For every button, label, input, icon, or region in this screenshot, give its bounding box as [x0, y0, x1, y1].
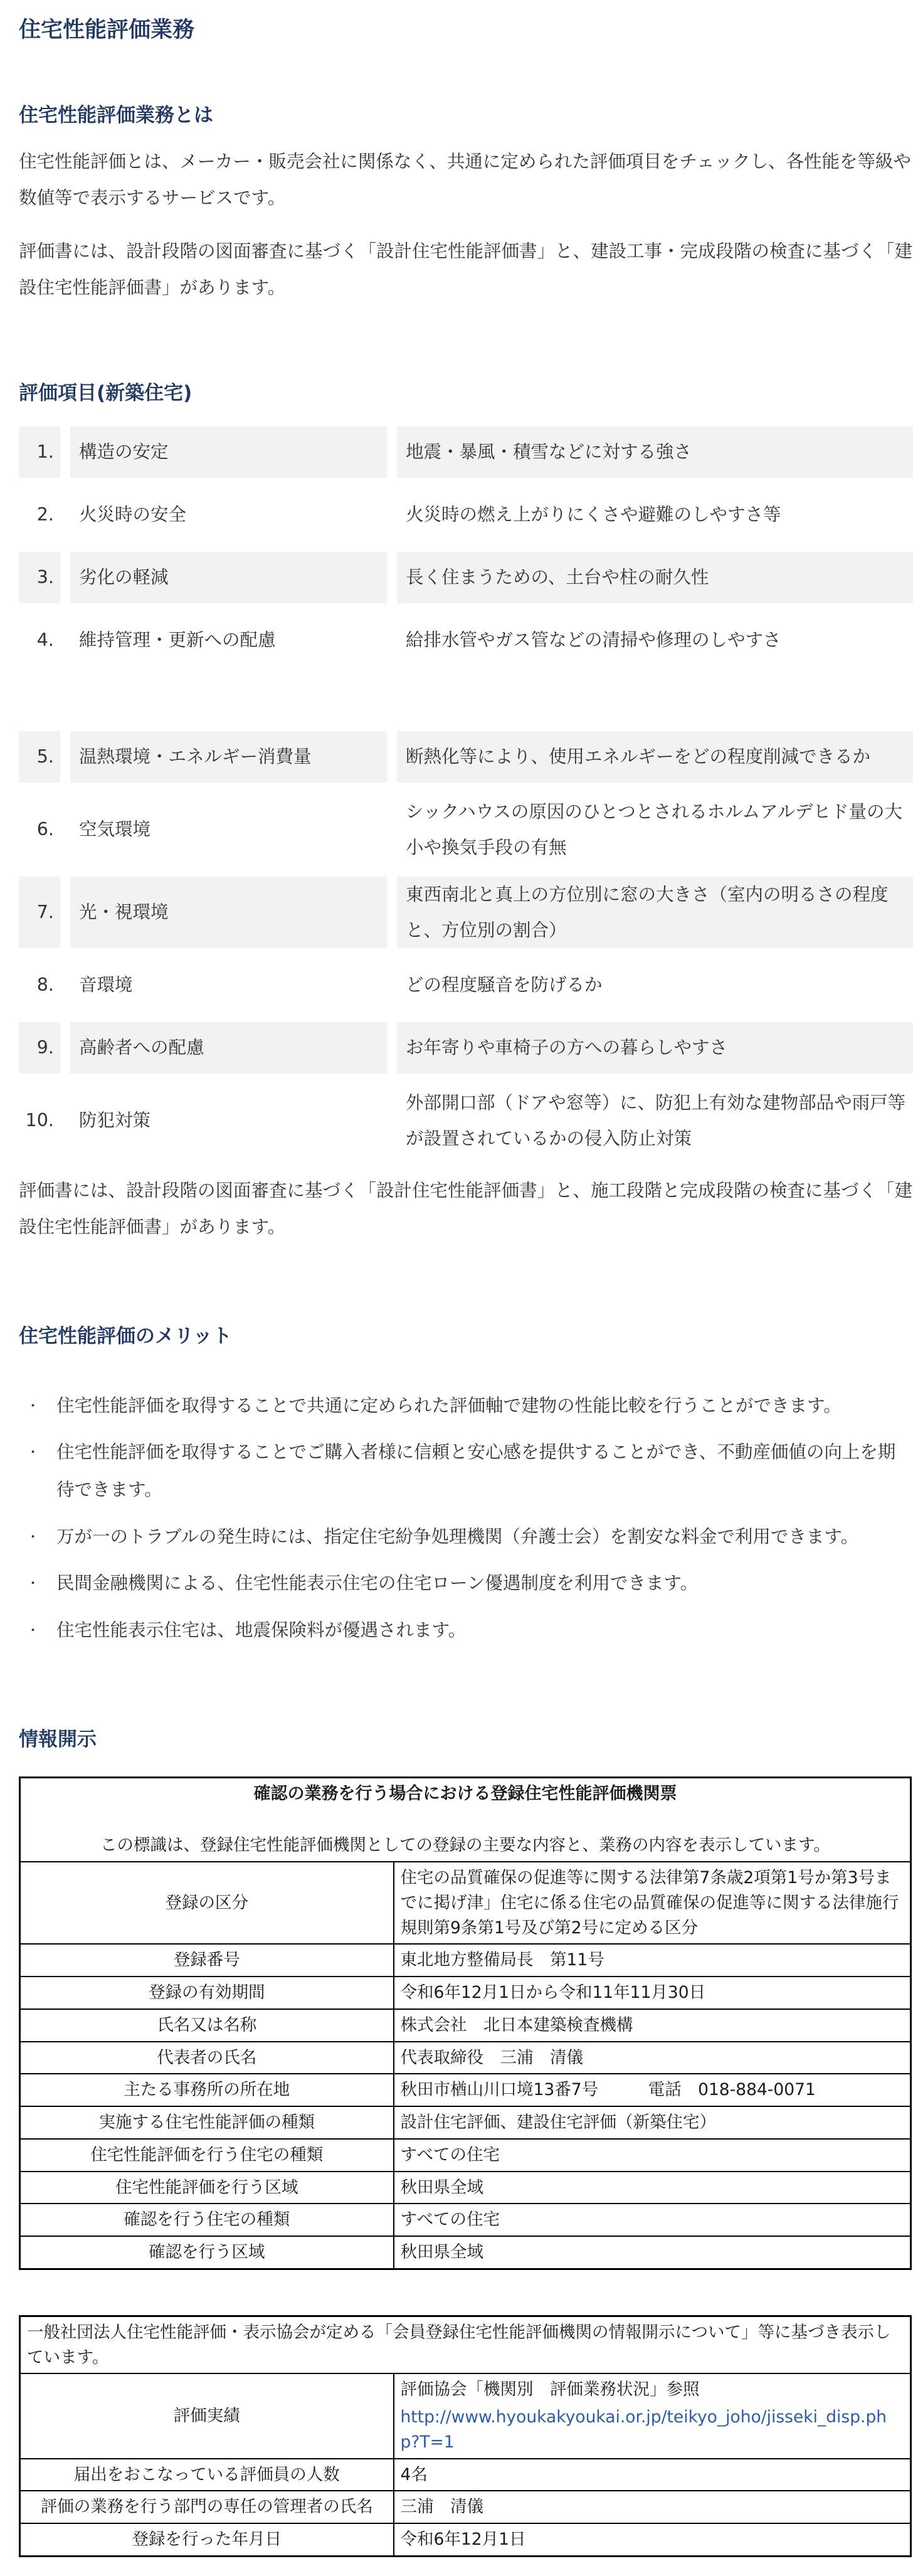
table-row	[20, 2009, 911, 2042]
list-item	[19, 1518, 913, 1556]
item-number: 10.	[25, 1110, 54, 1131]
item-name: 空気環境	[79, 819, 151, 840]
evaluation-items-table-part1	[19, 426, 913, 666]
table-row	[20, 1777, 911, 1862]
bullet-icon: ・	[26, 1576, 40, 1592]
list-item	[19, 1433, 913, 1509]
item-description: 東西南北と真上の方位別に窓の大きさ（室内の明るさの程度と、方位別の割合）	[397, 877, 913, 948]
table-row	[20, 2316, 911, 2373]
item-number: 5.	[19, 731, 60, 783]
bullet-icon: ・	[26, 1622, 40, 1638]
table-row	[20, 1944, 911, 1977]
bullet-icon: ・	[26, 1529, 40, 1544]
row-label: 氏名又は名称	[20, 2009, 394, 2042]
table-row	[19, 877, 913, 948]
table-row	[19, 615, 913, 666]
row-label: 登録の区分	[20, 1862, 394, 1944]
table-row	[20, 2139, 911, 2172]
record-reference-text: 評価協会「機関別 評価業務状況」参照	[400, 2380, 700, 2400]
merit-text: 民間金融機関による、住宅性能表示住宅の住宅ローン優遇制度を利用できます。	[56, 1573, 699, 1594]
item-name: 温熱環境・エネルギー消費量	[70, 731, 387, 783]
row-value: すべての住宅	[394, 2139, 911, 2172]
row-value: 秋田県全域	[394, 2236, 911, 2269]
table-row	[20, 2373, 911, 2458]
list-item	[19, 1565, 913, 1602]
page-title: 住宅性能評価業務	[19, 18, 195, 43]
about-heading: 住宅性能評価業務とは	[19, 104, 213, 127]
row-label: 確認を行う住宅の種類	[20, 2204, 394, 2236]
item-description: 断熱化等により、使用エネルギーをどの程度削減できるか	[397, 731, 913, 783]
item-number: 6.	[36, 819, 54, 840]
item-name: 光・視環境	[70, 877, 387, 948]
item-description: どの程度騒音を防げるか	[406, 974, 603, 996]
row-value	[394, 2373, 911, 2458]
table-row	[20, 2459, 911, 2491]
merits-heading: 住宅性能評価のメリット	[19, 1324, 232, 1348]
item-name: 劣化の軽減	[70, 552, 387, 603]
item-description: お年寄りや車椅子の方への暮らしやすさ	[397, 1022, 913, 1074]
agency-table-title: 確認の業務を行う場合における登録住宅性能評価機関票	[253, 1783, 677, 1803]
item-description: 給排水管やガス管などの清掃や修理のしやすさ	[406, 630, 781, 651]
table-row	[20, 2523, 911, 2556]
agency-table-header-cell	[20, 1777, 911, 1862]
table-row	[20, 1977, 911, 2009]
row-value: 令和6年12月1日	[394, 2523, 911, 2556]
item-name: 音環境	[79, 974, 133, 996]
table-row	[20, 2491, 911, 2523]
table-row	[20, 2042, 911, 2074]
section-information-disclosure	[19, 1723, 913, 2557]
row-label: 評価実績	[20, 2373, 394, 2458]
table-row	[19, 1085, 913, 1156]
record-reference-link[interactable]: http://www.hyoukakyoukai.or.jp/teikyo_joho/jisseki_disp.php?T=1	[400, 2407, 887, 2452]
item-description: シックハウスの原因のひとつとされるホルムアルデヒド量の大小や換気手段の有無	[406, 801, 903, 858]
table-row	[19, 426, 913, 478]
row-label: 登録番号	[20, 1944, 394, 1977]
row-label: 届出をおこなっている評価員の人数	[20, 2459, 394, 2491]
item-description: 外部開口部（ドアや窓等）に、防犯上有効な建物部品や雨戸等が設置されているかの侵入防止対策	[406, 1092, 906, 1149]
disclosure-heading: 情報開示	[19, 1728, 97, 1751]
row-label: 主たる事務所の所在地	[20, 2074, 394, 2106]
list-item	[19, 1387, 913, 1425]
table-row	[19, 552, 913, 603]
item-name: 構造の安定	[70, 426, 387, 478]
item-name: 火災時の安全	[79, 504, 187, 525]
row-value: 設計住宅評価、建設住宅評価（新築住宅）	[394, 2106, 911, 2139]
row-label: 登録の有効期間	[20, 1977, 394, 2009]
row-label: 住宅性能評価を行う区域	[20, 2172, 394, 2204]
row-label: 住宅性能評価を行う住宅の種類	[20, 2139, 394, 2172]
evaluation-items-table-part2	[19, 731, 913, 1156]
row-value: 代表取締役 三浦 清儀	[394, 2042, 911, 2074]
row-value: 秋田県全域	[394, 2172, 911, 2204]
item-number: 8.	[36, 974, 54, 996]
about-paragraph-1: 住宅性能評価とは、メーカー・販売会社に関係なく、共通に定められた評価項目をチェックし、各性能を等級や数値等で表示するサービスです。	[19, 151, 912, 209]
item-name: 維持管理・更新への配慮	[79, 630, 276, 651]
item-number: 9.	[19, 1022, 60, 1074]
table-row	[20, 1862, 911, 1944]
item-name: 防犯対策	[79, 1110, 151, 1131]
merit-text: 住宅性能表示住宅は、地震保険料が優遇されます。	[56, 1619, 467, 1640]
row-label: 登録を行った年月日	[20, 2523, 394, 2556]
section-about	[19, 99, 913, 307]
merits-list	[19, 1387, 913, 1649]
row-value: すべての住宅	[394, 2204, 911, 2236]
row-value: 三浦 清儀	[394, 2491, 911, 2523]
registered-agency-table	[19, 1776, 912, 2270]
table-row	[19, 1022, 913, 1074]
table-row	[20, 2204, 911, 2236]
table-row	[20, 2074, 911, 2106]
item-number: 2.	[36, 504, 54, 525]
row-value: 令和6年12月1日から令和11年11月30日	[394, 1977, 911, 2009]
merit-text: 住宅性能評価を取得することでご購入者様に信頼と安心感を提供することができ、不動産価値の向上を期待できます。	[56, 1441, 896, 1501]
item-number: 4.	[36, 630, 54, 651]
items-heading: 評価項目(新築住宅)	[19, 381, 193, 404]
record-table-note: 一般社団法人住宅性能評価・表示協会が定める「会員登録住宅性能評価機関の情報開示について」等に基づき表示しています。	[20, 2316, 911, 2373]
row-label: 代表者の氏名	[20, 2042, 394, 2074]
row-value: 株式会社 北日本建築検査機構	[394, 2009, 911, 2042]
row-value: 4名	[394, 2459, 911, 2491]
about-paragraph-2: 評価書には、設計段階の図面審査に基づく「設計住宅性能評価書」と、建設工事・完成段階の検査に基づく「建設住宅性能評価書」があります。	[19, 240, 913, 298]
table-row	[19, 731, 913, 783]
merit-text: 住宅性能評価を取得することで共通に定められた評価軸で建物の性能比較を行うことができます。	[56, 1395, 842, 1416]
item-name: 高齢者への配慮	[70, 1022, 387, 1074]
evaluation-record-table	[19, 2315, 912, 2557]
table-row	[20, 2172, 911, 2204]
table-row	[20, 2106, 911, 2139]
bullet-icon: ・	[26, 1444, 40, 1460]
table-row	[19, 794, 913, 865]
merit-text: 万が一のトラブルの発生時には、指定住宅紛争処理機関（弁護士会）を割安な料金で利用できます。	[56, 1526, 859, 1547]
bullet-icon: ・	[26, 1398, 40, 1413]
item-number: 3.	[19, 552, 60, 603]
section-merits	[19, 1320, 913, 1649]
item-description: 長く住まうための、土台や柱の耐久性	[397, 552, 913, 603]
row-label: 実施する住宅性能評価の種類	[20, 2106, 394, 2139]
row-value: 住宅の品質確保の促進等に関する法律第7条歳2項第1号か第3号までに掲げ津」住宅に係る住宅の品質確保の促進等に関する法律施行規則第9条第1号及び第2号に定める区分	[394, 1862, 911, 1944]
list-item	[19, 1612, 913, 1649]
agency-table-subtitle: この標識は、登録住宅性能評価機関としての登録の主要な内容と、業務の内容を表示しています。	[100, 1835, 830, 1855]
row-label: 評価の業務を行う部門の専任の管理者の氏名	[20, 2491, 394, 2523]
item-number: 1.	[19, 426, 60, 478]
table-row	[19, 489, 913, 541]
section-evaluation-items	[19, 377, 913, 1246]
row-value: 秋田市楢山川口境13番7号 電話 018-884-0071	[394, 2074, 911, 2106]
item-description: 地震・暴風・積雪などに対する強さ	[397, 426, 913, 478]
table-row	[19, 959, 913, 1011]
items-after-paragraph: 評価書には、設計段階の図面審査に基づく「設計住宅性能評価書」と、施工段階と完成段階の検査に基づく「建設住宅性能評価書」があります。	[19, 1180, 913, 1238]
table-row	[20, 2236, 911, 2269]
row-label: 確認を行う区域	[20, 2236, 394, 2269]
row-value: 東北地方整備局長 第11号	[394, 1944, 911, 1977]
item-description: 火災時の燃え上がりにくさや避難のしやすさ等	[406, 504, 781, 525]
item-number: 7.	[19, 877, 60, 948]
